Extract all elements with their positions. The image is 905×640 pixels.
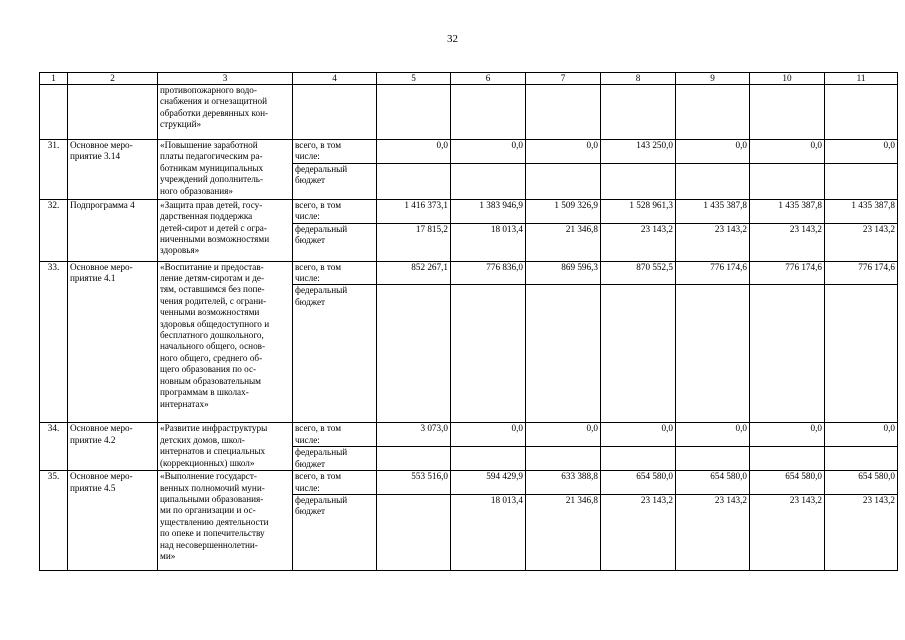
value-total-cell: 1 435 387,8 — [750, 199, 825, 223]
value-federal-cell — [451, 447, 526, 471]
measure-name: Основное меро- приятие 3.14 — [68, 140, 158, 200]
value-total-cell: 0,0 — [750, 140, 825, 164]
value-federal-cell: 17 815,2 — [377, 223, 451, 261]
value-federal-cell: 23 143,2 — [750, 223, 825, 261]
header-cell: 10 — [750, 73, 825, 85]
value-federal-cell: 21 346,8 — [526, 223, 601, 261]
value-total-cell: 869 596,3 — [526, 261, 601, 285]
header-cell: 4 — [293, 73, 377, 85]
value-federal-cell: 23 143,2 — [676, 495, 750, 571]
table-row — [40, 261, 898, 285]
value-federal-cell — [451, 163, 526, 199]
row-number: 32. — [40, 199, 68, 261]
value-federal-cell: 23 143,2 — [601, 495, 676, 571]
empty-cell — [68, 85, 158, 140]
value-total-cell: 0,0 — [601, 423, 676, 447]
funding-source-federal: федеральный бюджет — [293, 495, 377, 571]
header-cell: 7 — [526, 73, 601, 85]
value-total-cell: 1 509 326,9 — [526, 199, 601, 223]
funding-source-total: всего, в том числе: — [293, 471, 377, 495]
empty-cell — [377, 85, 451, 140]
empty-cell — [40, 85, 68, 140]
value-total-cell: 0,0 — [451, 423, 526, 447]
table-row — [40, 471, 898, 495]
funding-source-federal: федеральный бюджет — [293, 163, 377, 199]
header-cell: 5 — [377, 73, 451, 85]
value-total-cell: 776 174,6 — [750, 261, 825, 285]
value-total-cell: 870 552,5 — [601, 261, 676, 285]
value-total-cell: 1 383 946,9 — [451, 199, 526, 223]
empty-cell — [601, 85, 676, 140]
value-federal-cell: 18 013,4 — [451, 223, 526, 261]
header-cell: 9 — [676, 73, 750, 85]
value-total-cell: 633 388,8 — [526, 471, 601, 495]
value-federal-cell — [377, 447, 451, 471]
value-federal-cell — [526, 163, 601, 199]
table-row — [40, 199, 898, 223]
value-total-cell: 852 267,1 — [377, 261, 451, 285]
value-total-cell: 1 416 373,1 — [377, 199, 451, 223]
header-row — [40, 73, 898, 85]
value-federal-cell — [601, 447, 676, 471]
value-total-cell: 0,0 — [377, 140, 451, 164]
header-cell: 3 — [158, 73, 293, 85]
value-federal-cell — [601, 163, 676, 199]
value-total-cell: 0,0 — [676, 423, 750, 447]
row-number: 34. — [40, 423, 68, 471]
measure-name: Основное меро- приятие 4.2 — [68, 423, 158, 471]
funding-source-total: всего, в том числе: — [293, 199, 377, 223]
empty-cell — [451, 85, 526, 140]
budget-table — [39, 72, 898, 571]
value-total-cell: 1 435 387,8 — [676, 199, 750, 223]
value-federal-cell — [676, 285, 750, 423]
value-federal-cell — [825, 447, 898, 471]
value-total-cell: 553 516,0 — [377, 471, 451, 495]
funding-source-federal: федеральный бюджет — [293, 285, 377, 423]
value-total-cell: 1 528 961,3 — [601, 199, 676, 223]
funding-source-federal: федеральный бюджет — [293, 447, 377, 471]
measure-description: «Выполнение государст- венных полномочий муни- ципальными образования- ми по организации и ос- уществлению деятельности по опеке и попечительству над несовершеннолетни- ми» — [158, 471, 293, 571]
table-row — [40, 423, 898, 447]
empty-cell — [750, 85, 825, 140]
value-federal-cell — [676, 163, 750, 199]
value-federal-cell — [451, 285, 526, 423]
value-federal-cell: 23 143,2 — [676, 223, 750, 261]
funding-source-federal: федеральный бюджет — [293, 223, 377, 261]
measure-description: «Защита прав детей, госу- дарственная поддержка детей-сирот и детей с огра- ниченными возможностями здоровья» — [158, 199, 293, 261]
value-total-cell: 594 429,9 — [451, 471, 526, 495]
value-total-cell: 776 174,6 — [825, 261, 898, 285]
funding-source-total: всего, в том числе: — [293, 261, 377, 285]
value-total-cell: 0,0 — [676, 140, 750, 164]
value-total-cell: 0,0 — [526, 423, 601, 447]
measure-description: «Развитие инфраструктуры детских домов, школ- интернатов и специальных (коррекционных) школ» — [158, 423, 293, 471]
value-total-cell: 143 250,0 — [601, 140, 676, 164]
value-federal-cell — [377, 163, 451, 199]
value-federal-cell — [825, 285, 898, 423]
continuation-text: противопожарного водо- снабжения и огнезащитной обработки деревянных кон- струкций» — [158, 85, 293, 140]
value-federal-cell — [750, 447, 825, 471]
measure-description: «Повышение заработной платы педагогическим ра- ботникам муниципальных учреждений дополнитель- ного образования» — [158, 140, 293, 200]
value-federal-cell — [377, 285, 451, 423]
header-cell: 1 — [40, 73, 68, 85]
value-total-cell: 0,0 — [750, 423, 825, 447]
page-number: 32 — [447, 33, 458, 45]
value-total-cell: 654 580,0 — [676, 471, 750, 495]
value-total-cell: 654 580,0 — [825, 471, 898, 495]
value-total-cell: 654 580,0 — [601, 471, 676, 495]
value-federal-cell — [750, 285, 825, 423]
value-total-cell: 0,0 — [451, 140, 526, 164]
measure-name: Основное меро- приятие 4.5 — [68, 471, 158, 571]
value-federal-cell — [825, 163, 898, 199]
empty-cell — [293, 85, 377, 140]
value-federal-cell — [676, 447, 750, 471]
table-row — [40, 140, 898, 164]
value-total-cell: 654 580,0 — [750, 471, 825, 495]
value-federal-cell: 18 013,4 — [451, 495, 526, 571]
row-number: 31. — [40, 140, 68, 200]
value-federal-cell: 23 143,2 — [825, 223, 898, 261]
funding-source-total: всего, в том числе: — [293, 140, 377, 164]
value-total-cell: 0,0 — [526, 140, 601, 164]
row-number: 35. — [40, 471, 68, 571]
value-total-cell: 0,0 — [825, 423, 898, 447]
value-federal-cell: 23 143,2 — [825, 495, 898, 571]
header-cell: 8 — [601, 73, 676, 85]
measure-description: «Воспитание и предостав- ление детям-сиротам и де- тям, оставшимся без попе- чения родителей, с ограни- ченными возможностями здоровья общедоступного и бесплатного дошкольного, начального общего, основ- ного общего, среднего об- щего образования по ос- новным образовательным программам в школах- интернатах» — [158, 261, 293, 423]
value-federal-cell: 23 143,2 — [750, 495, 825, 571]
value-federal-cell — [750, 163, 825, 199]
empty-cell — [676, 85, 750, 140]
empty-cell — [825, 85, 898, 140]
value-federal-cell: 23 143,2 — [601, 223, 676, 261]
empty-cell — [526, 85, 601, 140]
row-number: 33. — [40, 261, 68, 423]
value-total-cell: 776 174,6 — [676, 261, 750, 285]
continuation-row — [40, 85, 898, 140]
header-cell: 6 — [451, 73, 526, 85]
value-total-cell: 776 836,0 — [451, 261, 526, 285]
value-total-cell: 0,0 — [825, 140, 898, 164]
value-total-cell: 1 435 387,8 — [825, 199, 898, 223]
funding-source-total: всего, в том числе: — [293, 423, 377, 447]
value-federal-cell — [526, 285, 601, 423]
measure-name: Основное меро- приятие 4.1 — [68, 261, 158, 423]
header-cell: 11 — [825, 73, 898, 85]
value-federal-cell — [601, 285, 676, 423]
header-cell: 2 — [68, 73, 158, 85]
measure-name: Подпрограмма 4 — [68, 199, 158, 261]
value-federal-cell: 21 346,8 — [526, 495, 601, 571]
value-federal-cell — [377, 495, 451, 571]
value-federal-cell — [526, 447, 601, 471]
value-total-cell: 3 073,0 — [377, 423, 451, 447]
